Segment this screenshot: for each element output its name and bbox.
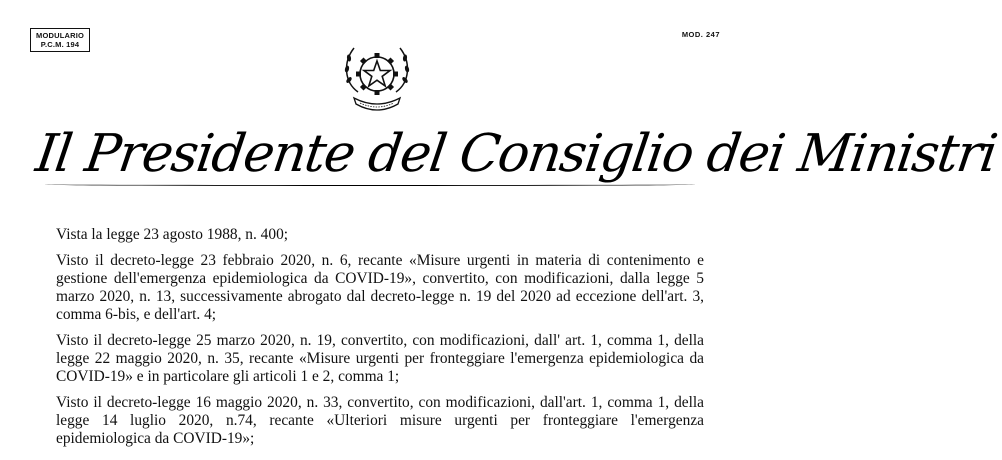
preamble-paragraph: Vista la legge 23 agosto 1988, n. 400; <box>56 226 289 243</box>
modulario-label: MODULARIO <box>36 31 85 40</box>
page-title: Il Presidente del Consiglio dei Ministri <box>32 124 1000 184</box>
preamble-paragraph: Visto il decreto-legge 25 marzo 2020, n. 19, convertito, con modificazioni, dall' art. 1, comma 1, della legge 22 maggio 2020, n. 35, recante «Misure urgenti per fronteggiare l'emergenza epidemiologica da COVID-19» e in particolare gli articoli 1 e 2, comma 1; <box>56 332 704 385</box>
modulario-code: P.C.M. 194 <box>40 40 80 49</box>
modulario-box <box>30 28 90 52</box>
mod-code: MOD. 247 <box>681 30 720 39</box>
decree-body <box>56 226 704 456</box>
preamble-paragraph: Visto il decreto-legge 16 maggio 2020, n. 33, convertito, con modificazioni, dall'art. 1, comma 1, della legge 14 luglio 2020, n.74, recante «Ulteriori misure urgenti per fronteggiare l'emergenza epidemiologica da COVID-19»; <box>56 394 704 447</box>
title-flourish <box>45 183 695 186</box>
italian-republic-emblem-icon <box>338 36 416 116</box>
preamble-paragraph: Visto il decreto-legge 23 febbraio 2020, n. 6, recante «Misure urgenti in materia di contenimento e gestione dell'emergenza epidemiologica da COVID-19», convertito, con modificazioni, dalla legge 5 marzo 2020, n. 13, successivamente abrogato dal decreto-legge n. 19 del 2020 ad eccezione dell'art. 3, comma 6-bis, e dell'art. 4; <box>56 252 704 323</box>
